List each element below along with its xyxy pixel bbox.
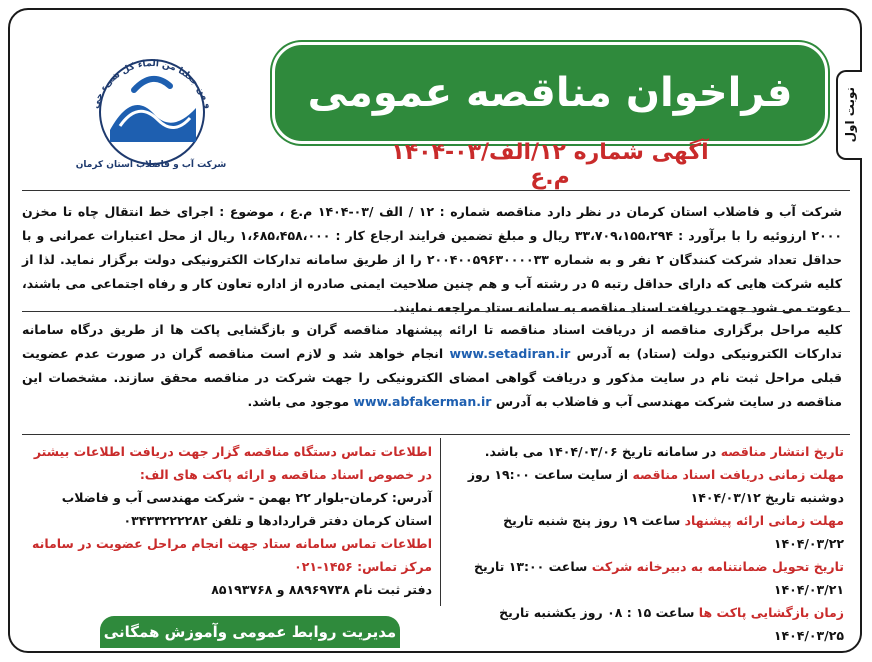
- opening-text: ساعت ۱۵ : ۰۸ روز یکشنبه تاریخ ۱۴۰۴/۰۳/۲۵: [499, 605, 844, 643]
- procedure-text-c: موجود می باشد.: [247, 394, 350, 409]
- docs-text: از سایت ساعت ۱۹:۰۰ روز دوشنبه تاریخ ۱۴۰۴/۰۳/۱۲: [467, 467, 844, 505]
- logo-caption: شرکت آب و فاضلاب استان کرمان: [75, 160, 227, 170]
- page-title: فراخوان مناقصه عمومی: [307, 70, 793, 116]
- column-divider: [440, 438, 441, 606]
- logo-motto: و من جعلنا من الماء کل شیء حی: [90, 58, 214, 110]
- contact-address: آدرس: کرمان-بلوار ۲۲ بهمن - شرکت مهندسی آب و فاضلاب استان کرمان دفتر قراردادها و تلفن ۰۳۴۳۳۲۲۲۲۸۲: [61, 490, 432, 528]
- divider: [22, 190, 850, 191]
- docs-label: مهلت زمانی دریافت اسناد مناقصه: [632, 467, 844, 482]
- opening-row: [450, 601, 844, 647]
- ad-number: آگهی شماره ۱۲/الف/۰۳-۱۴۰۴ م.ع: [391, 140, 709, 190]
- procedure-text-b: انجام خواهد شد و لازم است مناقصه گران در صورت عدم عضویت قبلی مراحل ثبت نام در سایت مذکور و دریافت گواهی امضای الکترونیکی را جهت شرکت در مناقصه محقق سازند. مشخصات این مناقصه در سایت شرکت مهندسی آب و فاضلاب به آدرس: [22, 346, 842, 409]
- setad-link[interactable]: www.setadiran.ir: [449, 346, 571, 361]
- abfa-link[interactable]: www.abfakerman.ir: [353, 394, 492, 409]
- setad-contact-heading: اطلاعات تماس سامانه ستاد جهت انجام مراحل عضویت در سامانه مرکز تماس: ۱۴۵۶-۰۲۱: [32, 536, 432, 574]
- tender-description: شرکت آب و فاضلاب استان کرمان در نظر دارد مناقصه شماره : ۱۲ / الف /۰۳-۱۴۰۴ م.ع ، موضوع : اجرای خط انتقال چاه تا مخزن ۲۰۰۰ ارزوئیه را با برآورد : ۳۳،۷۰۹،۱۵۵،۲۹۴ ریال و مبلغ تضمین فرایند ارجاع کار : ۱،۶۸۵،۴۵۸،۰۰۰ ریال از محل اعتبارات عمرانی و با حداقل تعداد شرکت کنندگان ۲ نفر و به شماره ۲۰۰۴۰۰۵۹۶۳۰۰۰۰۳۳ را از طریق سامانه تدارکات الکترونیکی دولت برگزار نماید. لذا از کلیه شرکت هایی که دارای حداقل رتبه ۵ در رشته آب و هم چنین صلاحیت ایمنی صادره از اداره تعاون کار و رفاه اجتماعی می باشند، دعوت می شود جهت دریافت اسناد مناقصه به سامانه ستاد مراجعه نمایند.: [22, 204, 843, 315]
- procedure-text-a: کلیه مراحل برگزاری مناقصه از دریافت اسناد مناقصه تا ارائه پیشنهاد مناقصه گران و بازگشایی پاکت ها از طریق درگاه سامانه تدارکات الکترونیکی دولت (ستاد) به آدرس: [22, 322, 843, 361]
- opening-label: زمان بازگشایی پاکت ها: [698, 605, 844, 620]
- registration-phones: دفتر ثبت نام ۸۸۹۶۹۷۳۸ و ۸۵۱۹۳۷۶۸: [211, 582, 432, 597]
- guarantee-text: ساعت ۱۳:۰۰ تاریخ ۱۴۰۴/۰۳/۲۱: [474, 559, 844, 597]
- edition-tab: [836, 70, 862, 160]
- contact-heading: اطلاعات تماس دستگاه مناقصه گزار جهت دریافت اطلاعات بیشتر در خصوص اسناد مناقصه و ارائه پاکت های الف:: [33, 444, 432, 482]
- publish-row: [450, 440, 844, 463]
- offer-label: مهلت زمانی ارائه پیشنهاد: [684, 513, 844, 528]
- docs-row: [450, 463, 844, 509]
- publish-text: در سامانه تاریخ ۱۴۰۴/۰۳/۰۶ می باشد.: [484, 444, 717, 459]
- publish-label: تاریخ انتشار مناقصه: [720, 444, 844, 459]
- guarantee-row: [450, 555, 844, 601]
- offer-row: [450, 509, 844, 555]
- procedure-paragraph: [22, 318, 842, 414]
- divider: [22, 311, 850, 312]
- title-banner: [272, 42, 828, 144]
- footer-text: مدیریت روابط عمومی وآموزش همگانی: [103, 623, 397, 641]
- water-company-logo: [62, 30, 240, 180]
- divider: [22, 434, 850, 435]
- offer-text: ساعت ۱۹ روز پنج شنبه تاریخ ۱۴۰۴/۰۳/۲۲: [503, 513, 844, 551]
- footer-banner: [100, 616, 400, 648]
- guarantee-label: تاریخ تحویل ضمانتنامه به دبیرخانه شرکت: [591, 559, 844, 574]
- contact-column: [22, 440, 432, 601]
- edition-label: نوبت اول: [843, 87, 857, 143]
- schedule-column: [450, 440, 844, 647]
